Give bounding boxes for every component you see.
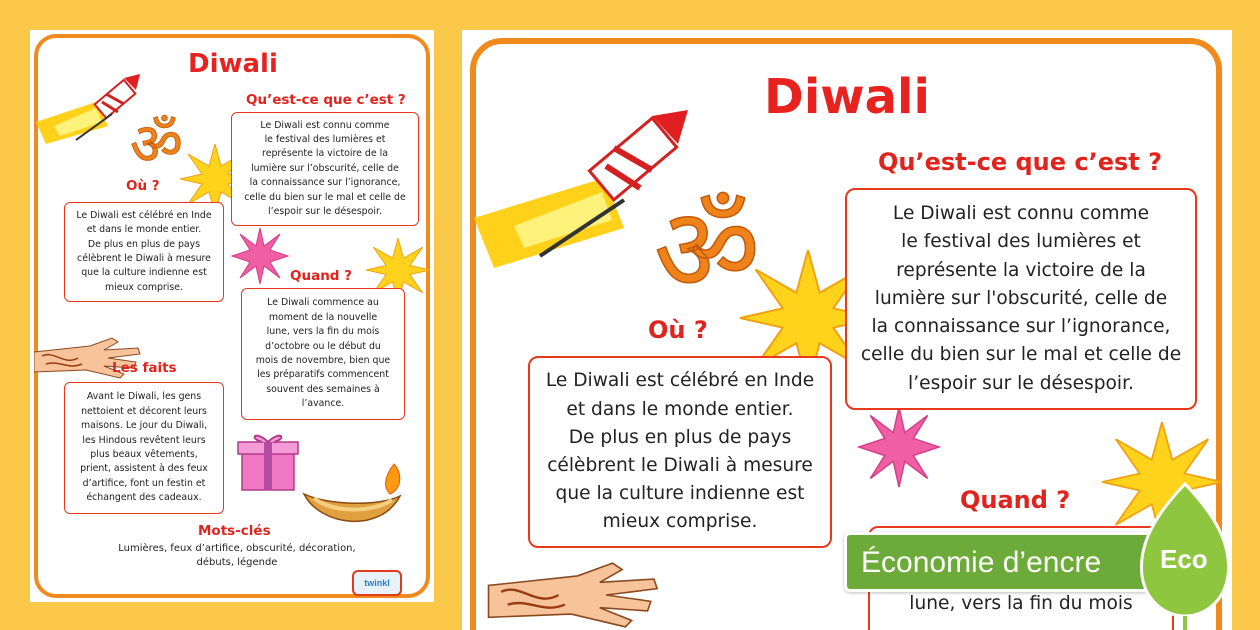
heading-where: Où ? xyxy=(648,316,708,344)
ink-saving-label: Économie d’encre xyxy=(861,546,1102,579)
text-box-what-is-it: Le Diwali est connu comme le festival des lumières et représente la victoire de la lumière sur l'obscurité, celle de la connaissance sur l’ignorance, celle du bien sur le mal et celle de l’espoir sur le désespoir. xyxy=(845,188,1197,410)
heading-what-is-it: Qu’est-ce que c’est ? xyxy=(878,148,1163,176)
poster-thumbnail[interactable] xyxy=(30,30,434,602)
starburst-pink-icon xyxy=(856,404,942,490)
eco-label: Eco xyxy=(1160,544,1208,574)
text-box-when: lune, vers la fin du mois xyxy=(868,526,1174,630)
svg-text:ॐ: ॐ xyxy=(654,183,760,304)
heading-where: Où ? xyxy=(126,178,160,194)
poster-title: Diwali xyxy=(764,69,930,125)
gift-box-icon xyxy=(236,430,300,494)
heading-keywords: Mots-clés xyxy=(198,523,271,539)
poster-title: Diwali xyxy=(188,49,278,79)
keywords-line-2: débuts, légende xyxy=(196,557,278,568)
text-box-what-is-it: Le Diwali est connu comme le festival des lumières et représente la victoire de la lumière sur l’obscurité, celle de la connaissance sur l’ignorance, celle du bien sur le mal et celle de l’espoir sur le désespoir. xyxy=(231,112,419,226)
text-box-when: Le Diwali commence au moment de la nouvelle lune, vers la fin du mois d’octobre ou le début du mois de novembre, bien que les préparatifs commencent souvent des semaines à l’avance. xyxy=(241,288,405,420)
heading-when: Quand ? xyxy=(290,268,353,284)
keywords-line-1: Lumières, feux d’artifice, obscurité, décoration, xyxy=(118,543,356,554)
starburst-pink-icon xyxy=(230,226,290,286)
heading-what-is-it: Qu’est-ce que c’est ? xyxy=(246,92,406,108)
heading-facts: Les faits xyxy=(112,360,177,376)
svg-text:ॐ: ॐ xyxy=(130,110,183,172)
text-box-facts: Avant le Diwali, les gens nettoient et décorent leurs maisons. Le jour du Diwali, les Hindous revêtent leurs plus beaux vêtements, prient, assistent à des feux d’artifice, font un festin et échangent des cadeaux. xyxy=(64,382,224,514)
twinkl-logo: twinkl xyxy=(352,570,402,596)
heading-when: Quand ? xyxy=(960,486,1071,514)
hennaed-hand-icon xyxy=(476,560,676,630)
text-box-where: Le Diwali est célébré en Inde et dans le monde entier. De plus en plus de pays célèbrent le Diwali à mesure que la culture indienne est mieux comprise. xyxy=(64,202,224,302)
text-box-where: Le Diwali est célébré en Inde et dans le monde entier. De plus en plus de pays célèbrent le Diwali à mesure que la culture indienne est mieux comprise. xyxy=(528,356,832,548)
diya-lamp-icon xyxy=(300,460,410,534)
